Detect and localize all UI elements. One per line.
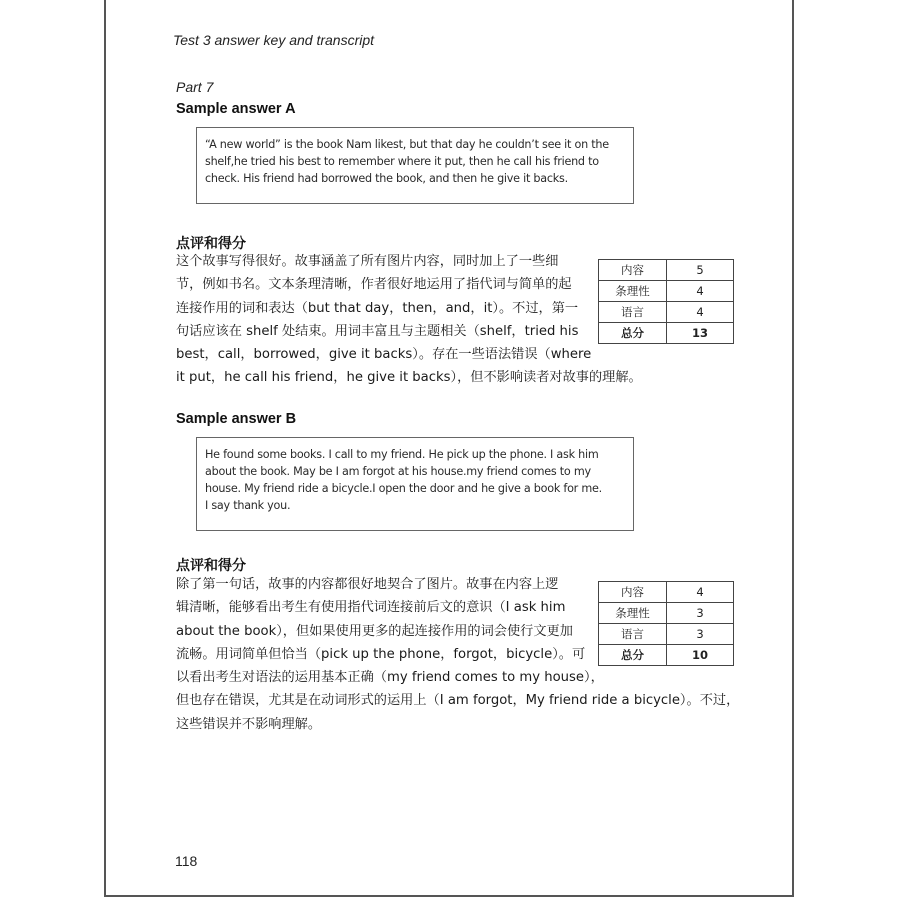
page-number: 118 [175, 853, 198, 869]
sample-b-score-table [598, 581, 734, 666]
answer-line: I say thank you. [205, 499, 291, 512]
score-value: 13 [667, 323, 734, 344]
sample-a-comment [176, 250, 642, 390]
sample-b-comment-heading: 点评和得分 [176, 558, 246, 574]
score-value: 4 [667, 302, 734, 323]
score-label: 总分 [599, 645, 667, 666]
answer-line: “A new world” is the book Nam likest, but that day he couldn’t see it on the [205, 138, 609, 151]
score-label: 语言 [599, 302, 667, 323]
comment-line: 句话应该在 shelf 处结束。用词丰富且与主题相关（shelf，tried his [176, 323, 579, 339]
comment-line: 流畅。用词简单但恰当（pick up the phone，forgot，bicycle）。可 [176, 646, 586, 662]
score-row [599, 603, 734, 624]
score-value: 3 [667, 603, 734, 624]
comment-line: 连接作用的词和表达（but that day，then，and，it）。不过，第一 [176, 300, 579, 316]
comment-line: 这个故事写得很好。故事涵盖了所有图片内容，同时加上了一些细 [176, 254, 559, 269]
answer-line: shelf,he tried his best to remember where it put, then he call his friend to [205, 155, 599, 168]
score-row [599, 302, 734, 323]
score-value: 10 [667, 645, 734, 666]
comment-line: 除了第一句话，故事的内容都很好地契合了图片。故事在内容上逻 [176, 577, 559, 592]
score-label: 内容 [599, 582, 667, 603]
score-label: 内容 [599, 260, 667, 281]
comment-line: it put，he call his friend，he give it backs），但不影响读者对故事的理解。 [176, 370, 642, 386]
comment-line: 节，例如书名。文本条理清晰，作者很好地运用了指代词与简单的起 [176, 277, 572, 293]
running-head: Test 3 answer key and transcript [173, 32, 375, 48]
score-total-row [599, 645, 734, 666]
score-label: 总分 [599, 323, 667, 344]
score-value: 4 [667, 582, 734, 603]
comment-line: 以看出考生对语法的运用基本正确（my friend comes to my house）， [176, 670, 604, 686]
part-label: Part 7 [176, 79, 214, 95]
sample-a-comment-heading: 点评和得分 [176, 236, 246, 252]
score-row [599, 260, 734, 281]
sample-a-score-table [598, 259, 734, 344]
comment-line: 辑清晰，能够看出考生有使用指代词连接前后文的意识（I ask him [176, 600, 566, 616]
answer-line: check. His friend had borrowed the book, and then he give it backs. [205, 172, 568, 185]
score-value: 3 [667, 624, 734, 645]
score-row [599, 281, 734, 302]
score-value: 4 [667, 281, 734, 302]
sample-b-title: Sample answer B [176, 411, 297, 427]
score-label: 条理性 [599, 603, 667, 624]
sample-b-answer-box [196, 437, 634, 531]
score-total-row [599, 323, 734, 344]
answer-line: about the book. May be I am forgot at his house.my friend comes to my [205, 465, 591, 478]
sample-a-title: Sample answer A [176, 101, 296, 117]
comment-line: best，call，borrowed，give it backs）。存在一些语法错误（where [176, 347, 592, 363]
score-value: 5 [667, 260, 734, 281]
answer-line: house. My friend ride a bicycle.I open the door and he give a book for me. [205, 482, 602, 495]
answer-line: He found some books. I call to my friend. He pick up the phone. I ask him [205, 448, 599, 461]
score-row [599, 624, 734, 645]
score-row [599, 582, 734, 603]
sample-a-answer-box [196, 127, 634, 204]
score-label: 语言 [599, 624, 667, 645]
comment-line: about the book），但如果使用更多的起连接作用的词会使行文更加 [176, 623, 573, 639]
score-label: 条理性 [599, 281, 667, 302]
comment-line: 但也存在错误，尤其是在动词形式的运用上（I am forgot，My friend ride a bicycle）。不过， [176, 693, 740, 709]
comment-line: 这些错误并不影响理解。 [176, 716, 322, 732]
